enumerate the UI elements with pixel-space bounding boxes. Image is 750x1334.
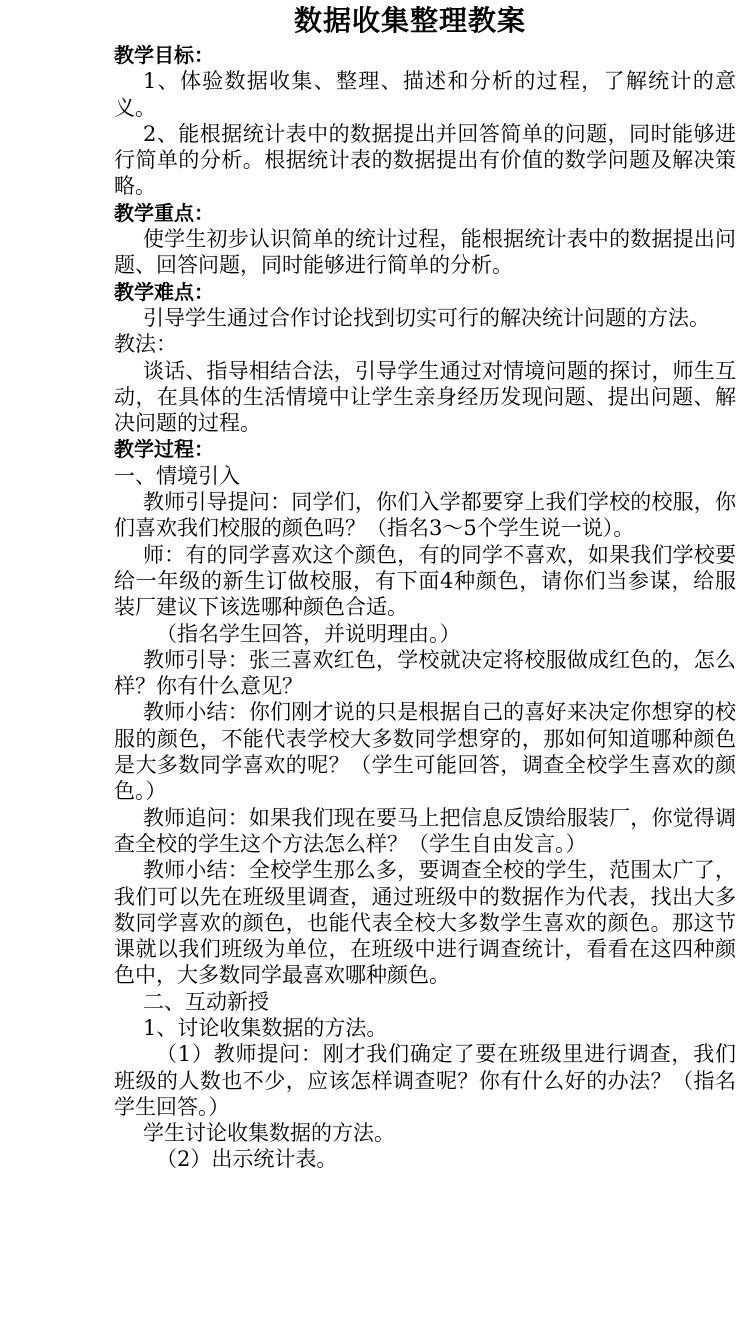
paragraph: （2）出示统计表。: [156, 1147, 338, 1172]
paragraph: 1、讨论收集数据的方法。: [143, 1015, 388, 1040]
paragraph: （1）教师提问：刚才我们确定了要在班级里进行调查，我们班级的人数也不少，应该怎样调查呢？你有什么好的办法？（指名学生回答。）: [114, 1042, 736, 1119]
section-heading: 教学过程：: [114, 437, 214, 462]
paragraph: 师：有的同学喜欢这个颜色，有的同学不喜欢，如果我们学校要给一年级的新生订做校服，有下面4种颜色，请你们当参谋，给服装厂建议下该选哪种颜色合适。: [114, 542, 736, 620]
section-heading: 教学重点：: [114, 200, 214, 225]
section-heading: 教学难点：: [114, 279, 214, 304]
paragraph: 教师引导提问：同学们，你们入学都要穿上我们学校的校服，你们喜欢我们校服的颜色吗？（指名3～5个学生说一说）。: [114, 490, 736, 541]
document-title: 数据收集整理教案: [293, 4, 526, 37]
paragraph: 1、体验数据收集、整理、描述和分析的过程，了解统计的意义。: [114, 69, 736, 120]
paragraph: （指名学生回答，并说明理由。）: [156, 621, 461, 646]
paragraph: 引导学生通过合作讨论找到切实可行的解决统计问题的方法。: [143, 305, 710, 330]
section-heading: 教学目标：: [114, 43, 214, 67]
paragraph: 学生讨论收集数据的方法。: [143, 1121, 395, 1146]
paragraph: 教法：: [114, 332, 177, 357]
paragraph: 教师追问：如果我们现在要马上把信息反馈给服装厂，你觉得调查全校的学生这个方法怎么样？（学生自由发言。）: [114, 805, 736, 856]
paragraph: 二、互动新授: [143, 989, 269, 1014]
document-body: [114, 42, 736, 1173]
paragraph: 使学生初步认识简单的统计过程，能根据统计表中的数据提出问题、回答问题，同时能够进行简单的分析。: [114, 227, 736, 278]
paragraph: 谈话、指导相结合法，引导学生通过对情境问题的探讨，师生互动，在具体的生活情境中让学生亲身经历发现问题、提出问题、解决问题的过程。: [114, 358, 736, 436]
paragraph: 教师小结：你们刚才说的只是根据自己的喜好来决定你想穿的校服的颜色，不能代表学校大多数同学想穿的，那如何知道哪种颜色是大多数同学喜欢的呢？（学生可能回答，调查全校学生喜欢的颜色。）: [114, 700, 736, 804]
paragraph: 2、能根据统计表中的数据提出并回答简单的问题，同时能够进行简单的分析。根据统计表的数据提出有价值的数学问题及解决策略。: [114, 121, 736, 199]
paragraph: 一、情境引入: [114, 463, 240, 488]
paragraph: 教师引导：张三喜欢红色，学校就决定将校服做成红色的，怎么样？你有什么意见？: [114, 647, 736, 699]
paragraph: 教师小结：全校学生那么多，要调查全校的学生，范围太广了，我们可以先在班级里调查，通过班级中的数据作为代表，找出大多数同学喜欢的颜色，也能代表全校大多数学生喜欢的颜色。那这节课就以我们班级为单位，在班级中进行调查统计，看看在这四种颜色中，大多数同学最喜欢哪种颜色。: [114, 858, 736, 988]
